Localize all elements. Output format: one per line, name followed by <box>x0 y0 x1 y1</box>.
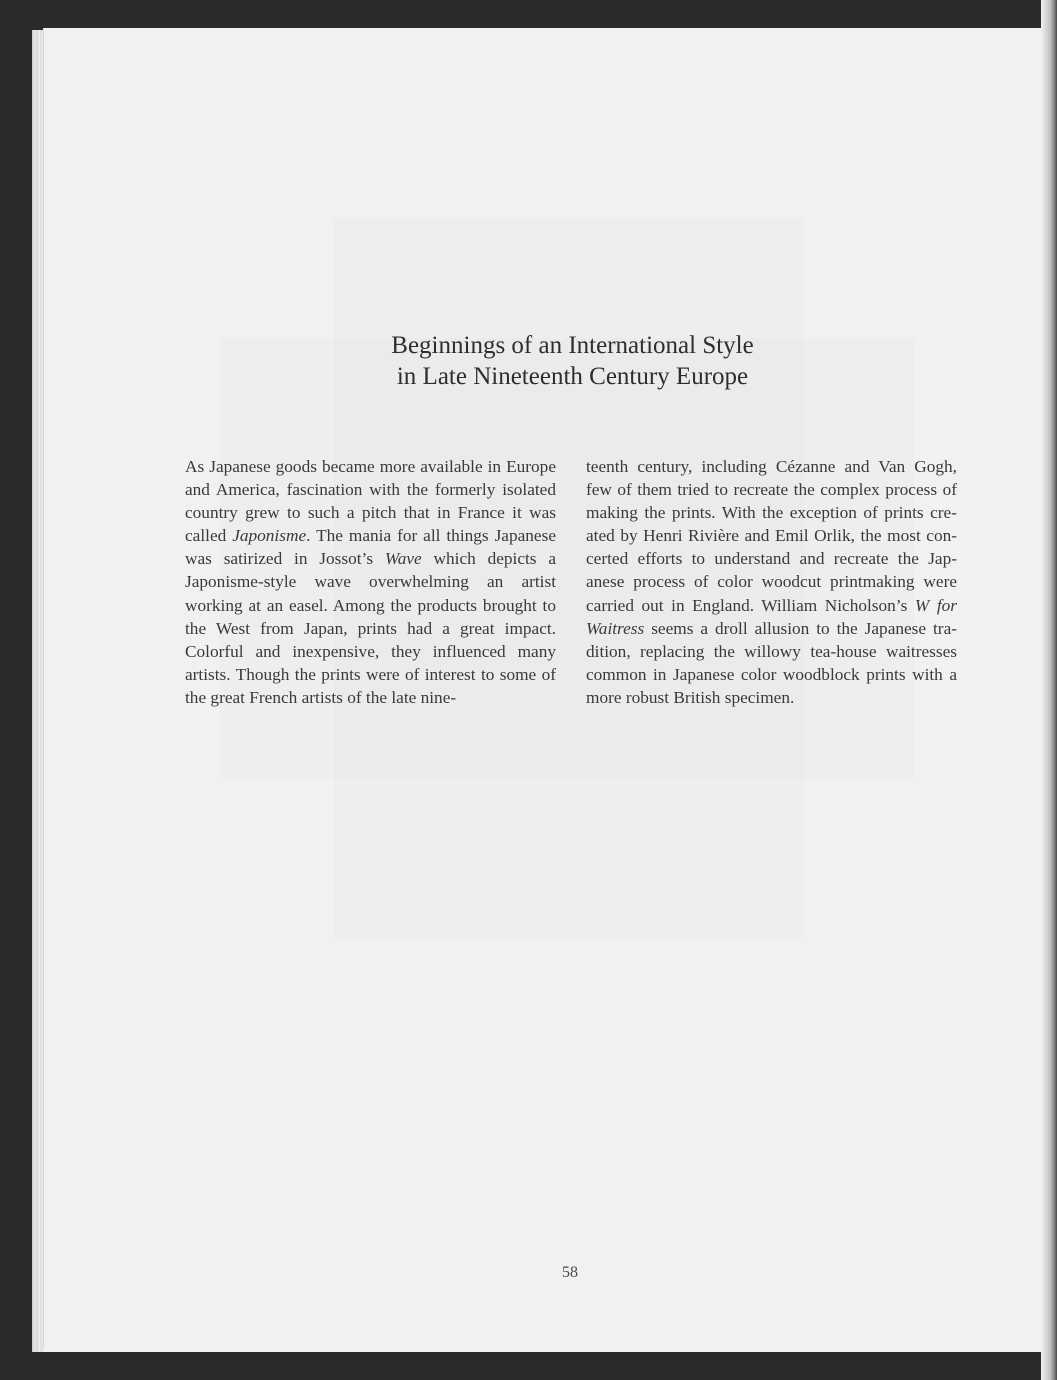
binding-gutter <box>1041 0 1057 1380</box>
body-column-right <box>586 455 957 709</box>
chapter-title-line-1: Beginnings of an International Style <box>391 332 754 359</box>
paragraph <box>185 455 556 709</box>
paragraph <box>586 455 957 709</box>
text-run: teenth century, including Cézanne and Van Gogh, few of them tried to recreate the complex process of making the prints. With the exception of prints cre-ated by Henri Rivière and Emil Orlik, the most con-certed efforts to understand and recreate the Jap-anese process of color woodcut printmaking were carried out in England. William Nicholson’s <box>586 457 957 615</box>
chapter-title <box>330 330 815 392</box>
text-run: As Japanese goods became more available in Europe and America, fascination with the formerly isolated country grew to such a pitch that in France it was called <box>185 457 556 546</box>
italic-term: Japonisme <box>232 526 307 546</box>
chapter-title-line-2: in Late Nineteenth Century Europe <box>396 363 749 390</box>
text-run: seems a droll allusion to the Japanese tra-dition, replacing the willowy tea-house waitresses common in Japanese color woodblock prints with a more robust British specimen. <box>586 618 957 707</box>
text-run: . The mania for all things Japanese was satirized in Jossot’s <box>185 526 556 569</box>
body-column-left <box>185 455 556 709</box>
page-number: 58 <box>562 1264 578 1281</box>
text-run: which depicts a Japonisme-style wave overwhelming an artist working at an easel. Among the products brought to the West from Japan, prints had a great impact. Colorful and inexpensive, they influenced many artists. Though the prints were of interest to some of the great French artists of the late nine- <box>185 549 556 707</box>
italic-title: Wave <box>384 549 422 569</box>
italic-title: W for Waitress <box>586 595 957 638</box>
